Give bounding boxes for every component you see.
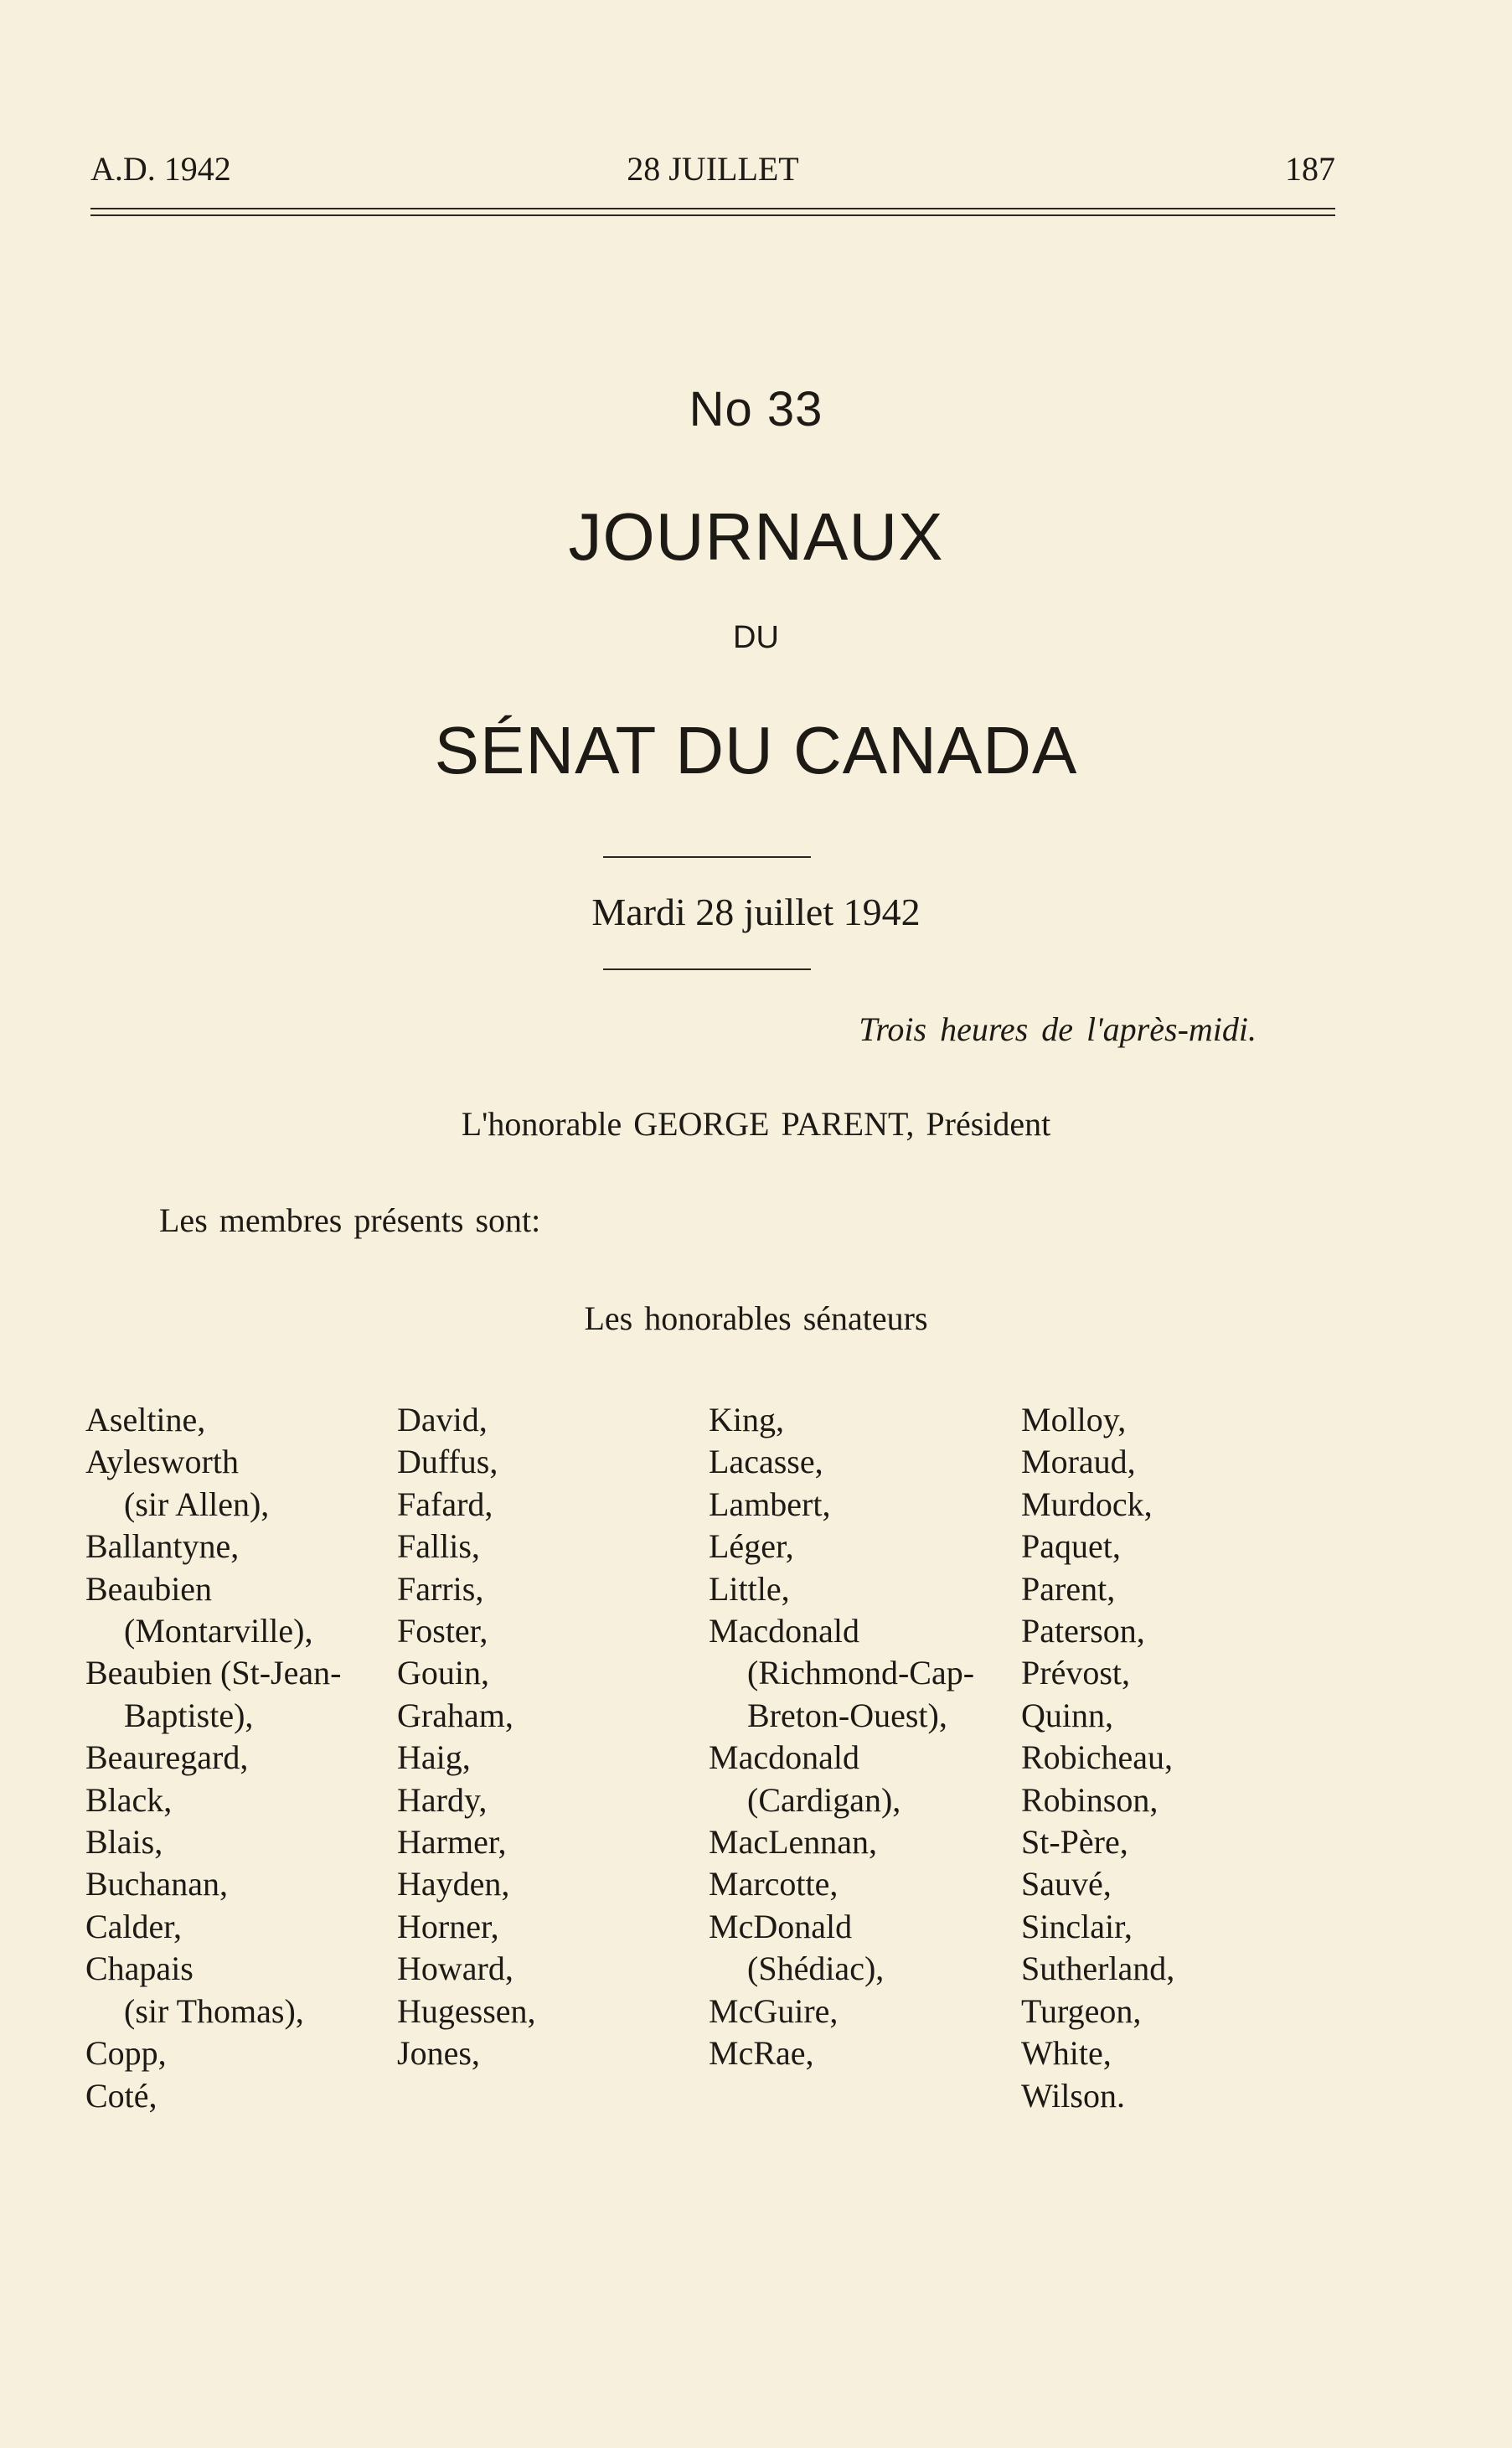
senator-name: Jones,	[397, 2034, 480, 2073]
title-journaux: JOURNAUX	[568, 499, 944, 574]
senator-name: Beaubien (St-Jean-	[85, 1654, 342, 1692]
senator-name: Harmer,	[397, 1823, 507, 1862]
senator-name: Sauvé,	[1021, 1865, 1112, 1903]
senator-name: Parent,	[1021, 1569, 1116, 1608]
senator-name: McGuire,	[709, 1991, 839, 2030]
senator-name: Hugessen,	[397, 1991, 536, 2030]
senator-name: (Shédiac),	[747, 1950, 885, 1988]
senator-name: Baptiste),	[124, 1696, 254, 1734]
senator-name: Paquet,	[1021, 1527, 1121, 1566]
senator-name: McDonald	[709, 1907, 853, 1945]
divider-rule-top	[603, 856, 811, 858]
senator-name: Farris,	[397, 1569, 484, 1608]
sitting-time: Trois heures de l'après-midi.	[859, 1010, 1257, 1048]
senator-name: Horner,	[397, 1907, 499, 1945]
senator-name: Beauregard,	[85, 1738, 249, 1777]
senator-name: Little,	[709, 1569, 790, 1608]
senator-name: Murdock,	[1021, 1485, 1153, 1523]
issue-number: No 33	[689, 382, 823, 436]
senator-name: (Cardigan),	[747, 1780, 901, 1819]
title-du: DU	[733, 620, 779, 655]
senator-name: Gouin,	[397, 1654, 489, 1692]
senator-name: Léger,	[709, 1527, 794, 1566]
senator-name: Copp,	[85, 2034, 167, 2073]
header-double-rule	[90, 208, 1335, 216]
senator-name: Molloy,	[1021, 1401, 1127, 1438]
sitting-date: Mardi 28 juillet 1942	[591, 891, 921, 933]
senator-name: Duffus,	[397, 1443, 498, 1481]
senator-name: Wilson.	[1021, 2076, 1125, 2115]
senator-name: Lambert,	[709, 1485, 831, 1523]
senator-name: Beaubien	[85, 1569, 213, 1608]
divider-rule-bottom	[603, 968, 811, 970]
senator-name: David,	[397, 1401, 488, 1438]
senator-name: Macdonald	[709, 1738, 859, 1777]
senator-column-3	[709, 1399, 974, 2075]
senator-name: Sutherland,	[1021, 1950, 1175, 1988]
senator-name: King,	[709, 1401, 784, 1438]
senator-name: Black,	[85, 1780, 173, 1819]
senator-name: Hardy,	[397, 1780, 488, 1819]
running-head	[90, 149, 1335, 191]
senator-name: Robicheau,	[1021, 1738, 1174, 1777]
senator-name: Sinclair,	[1021, 1907, 1133, 1945]
senator-name: Breton-Ouest),	[747, 1696, 947, 1734]
senator-name: White,	[1021, 2034, 1112, 2073]
senator-name: Aseltine,	[85, 1401, 206, 1438]
presiding-officer: L'honorable GEORGE PARENT, Président	[461, 1105, 1051, 1143]
title-senat: SÉNAT DU CANADA	[434, 713, 1078, 788]
running-head-year: A.D. 1942	[90, 150, 231, 188]
senator-name: (Richmond-Cap-	[747, 1654, 975, 1692]
senators-heading: Les honorables sénateurs	[584, 1299, 928, 1337]
senator-name: Macdonald	[709, 1612, 859, 1650]
senator-name: Turgeon,	[1021, 1991, 1142, 2030]
senator-name: Paterson,	[1021, 1612, 1145, 1650]
members-present-intro: Les membres présents sont:	[159, 1201, 541, 1239]
senator-name: Coté,	[85, 2076, 157, 2115]
senator-column-4	[1021, 1399, 1174, 2117]
senator-name: Calder,	[85, 1907, 183, 1945]
senator-name: (sir Thomas),	[124, 1991, 304, 2030]
senator-name: Hayden,	[397, 1865, 510, 1903]
senator-name: Graham,	[397, 1696, 513, 1734]
senator-name: Haig,	[397, 1738, 471, 1777]
senator-name: St-Père,	[1021, 1823, 1128, 1862]
senator-name: Marcotte,	[709, 1865, 839, 1903]
senator-column-2	[397, 1399, 536, 2075]
senator-name: Moraud,	[1021, 1443, 1136, 1481]
senator-name: Buchanan,	[85, 1865, 228, 1903]
senator-name: Blais,	[85, 1823, 163, 1862]
senator-name: Chapais	[85, 1950, 194, 1988]
senator-name: Howard,	[397, 1950, 513, 1988]
senator-name: Ballantyne,	[85, 1527, 240, 1566]
senator-name: Fallis,	[397, 1527, 480, 1566]
senator-name: Robinson,	[1021, 1780, 1159, 1819]
senator-name: McRae,	[709, 2034, 814, 2073]
running-head-date: 28 JUILLET	[627, 150, 799, 188]
senator-name: (sir Allen),	[124, 1485, 270, 1523]
senator-name: Lacasse,	[709, 1443, 823, 1481]
senator-name: Quinn,	[1021, 1696, 1113, 1734]
senator-name: (Montarville),	[124, 1612, 313, 1650]
senator-name: MacLennan,	[709, 1823, 878, 1862]
senator-column-1	[85, 1399, 341, 2117]
page-number: 187	[1285, 150, 1335, 188]
senator-name: Prévost,	[1021, 1654, 1130, 1692]
senator-name: Foster,	[397, 1612, 488, 1650]
senator-name: Fafard,	[397, 1485, 493, 1523]
senator-name: Aylesworth	[85, 1443, 239, 1481]
